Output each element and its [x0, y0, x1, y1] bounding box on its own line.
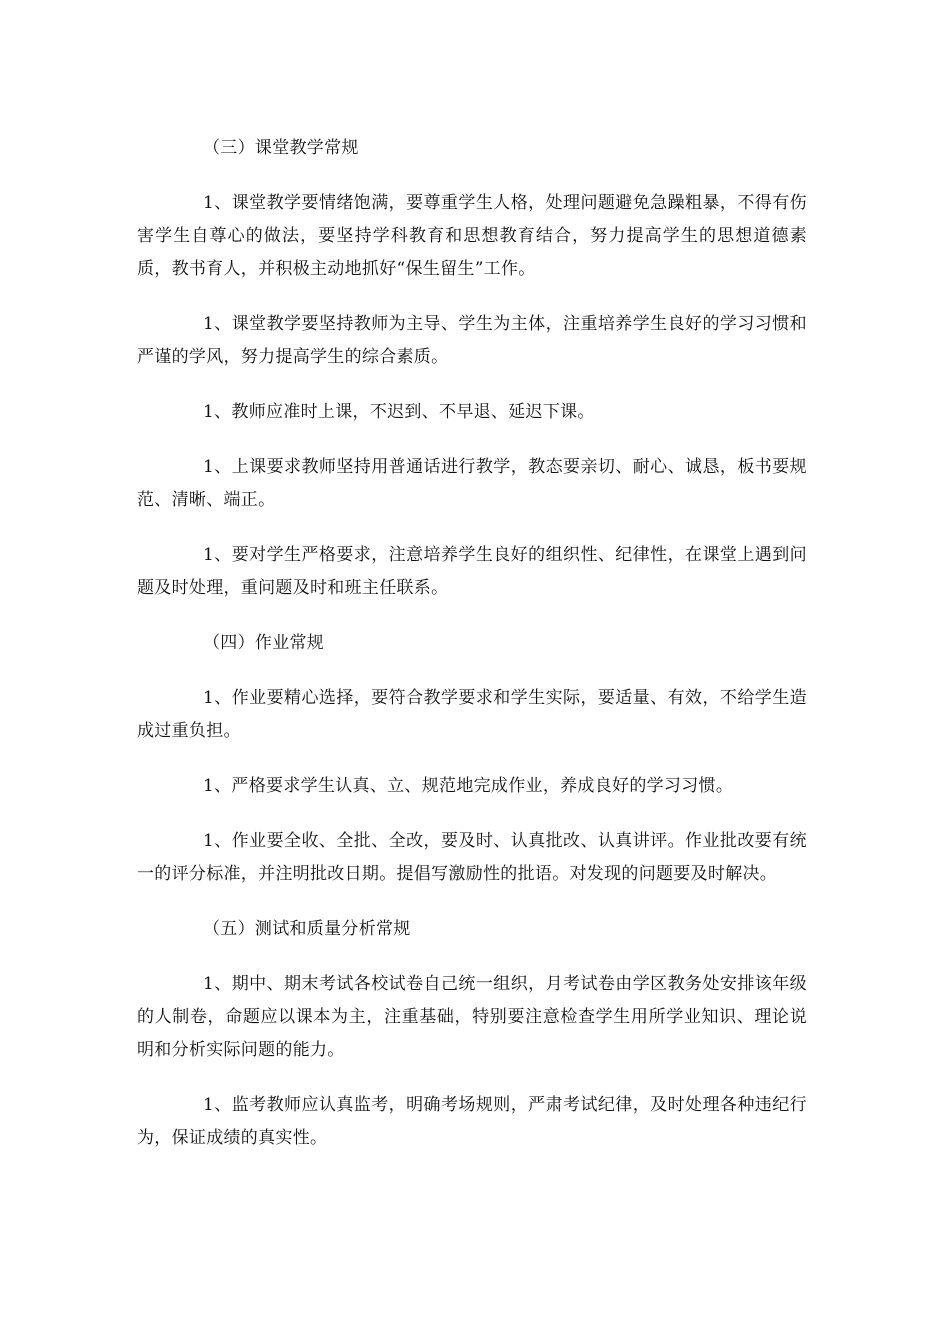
document-body: [137, 132, 807, 1177]
paragraph: 1、作业要全收、全批、全改，要及时、认真批改、认真讲评。作业批改要有统一的评分标准，并注明批改日期。提倡写激励性的批语。对发现的问题要及时解决。: [137, 831, 807, 884]
paragraph: 1、期中、期末考试各校试卷自己统一组织，月考试卷由学区教务处安排该年级的人制卷，命题应以课本为主，注重基础，特别要注意检查学生用所学业知识、理论说明和分析实际问题的能力。: [137, 974, 807, 1060]
paragraph: 1、作业要精心选择，要符合教学要求和学生实际，要适量、有效，不给学生造成过重负担。: [137, 688, 807, 741]
paragraph: 1、严格要求学生认真、立、规范地完成作业，养成良好的学习习惯。: [203, 776, 734, 796]
paragraph: 1、监考教师应认真监考，明确考场规则，严肃考试纪律，及时处理各种违纪行为，保证成绩的真实性。: [137, 1095, 807, 1148]
paragraph: 1、课堂教学要坚持教师为主导、学生为主体，注重培养学生良好的学习习惯和严谨的学风，努力提高学生的综合素质。: [137, 314, 807, 367]
paragraph: 1、课堂教学要情绪饱满，要尊重学生人格，处理问题避免急躁粗暴，不得有伤害学生自尊心的做法，要坚持学科教育和思想教育结合，努力提高学生的思想道德素质，教书育人，并积极主动地抓好“保生留生”工作。: [137, 193, 807, 279]
paragraph: 1、教师应准时上课，不迟到、不早退、延迟下课。: [203, 402, 595, 422]
section-heading-classroom: （三）课堂教学常规: [203, 138, 359, 158]
section-heading-testing: （五）测试和质量分析常规: [203, 919, 411, 939]
section-heading-homework: （四）作业常规: [203, 633, 325, 653]
paragraph: 1、要对学生严格要求，注意培养学生良好的组织性、纪律性，在课堂上遇到问题及时处理，重问题及时和班主任联系。: [137, 545, 807, 598]
paragraph: 1、上课要求教师坚持用普通话进行教学，教态要亲切、耐心、诚恳，板书要规范、清晰、端正。: [137, 457, 807, 510]
